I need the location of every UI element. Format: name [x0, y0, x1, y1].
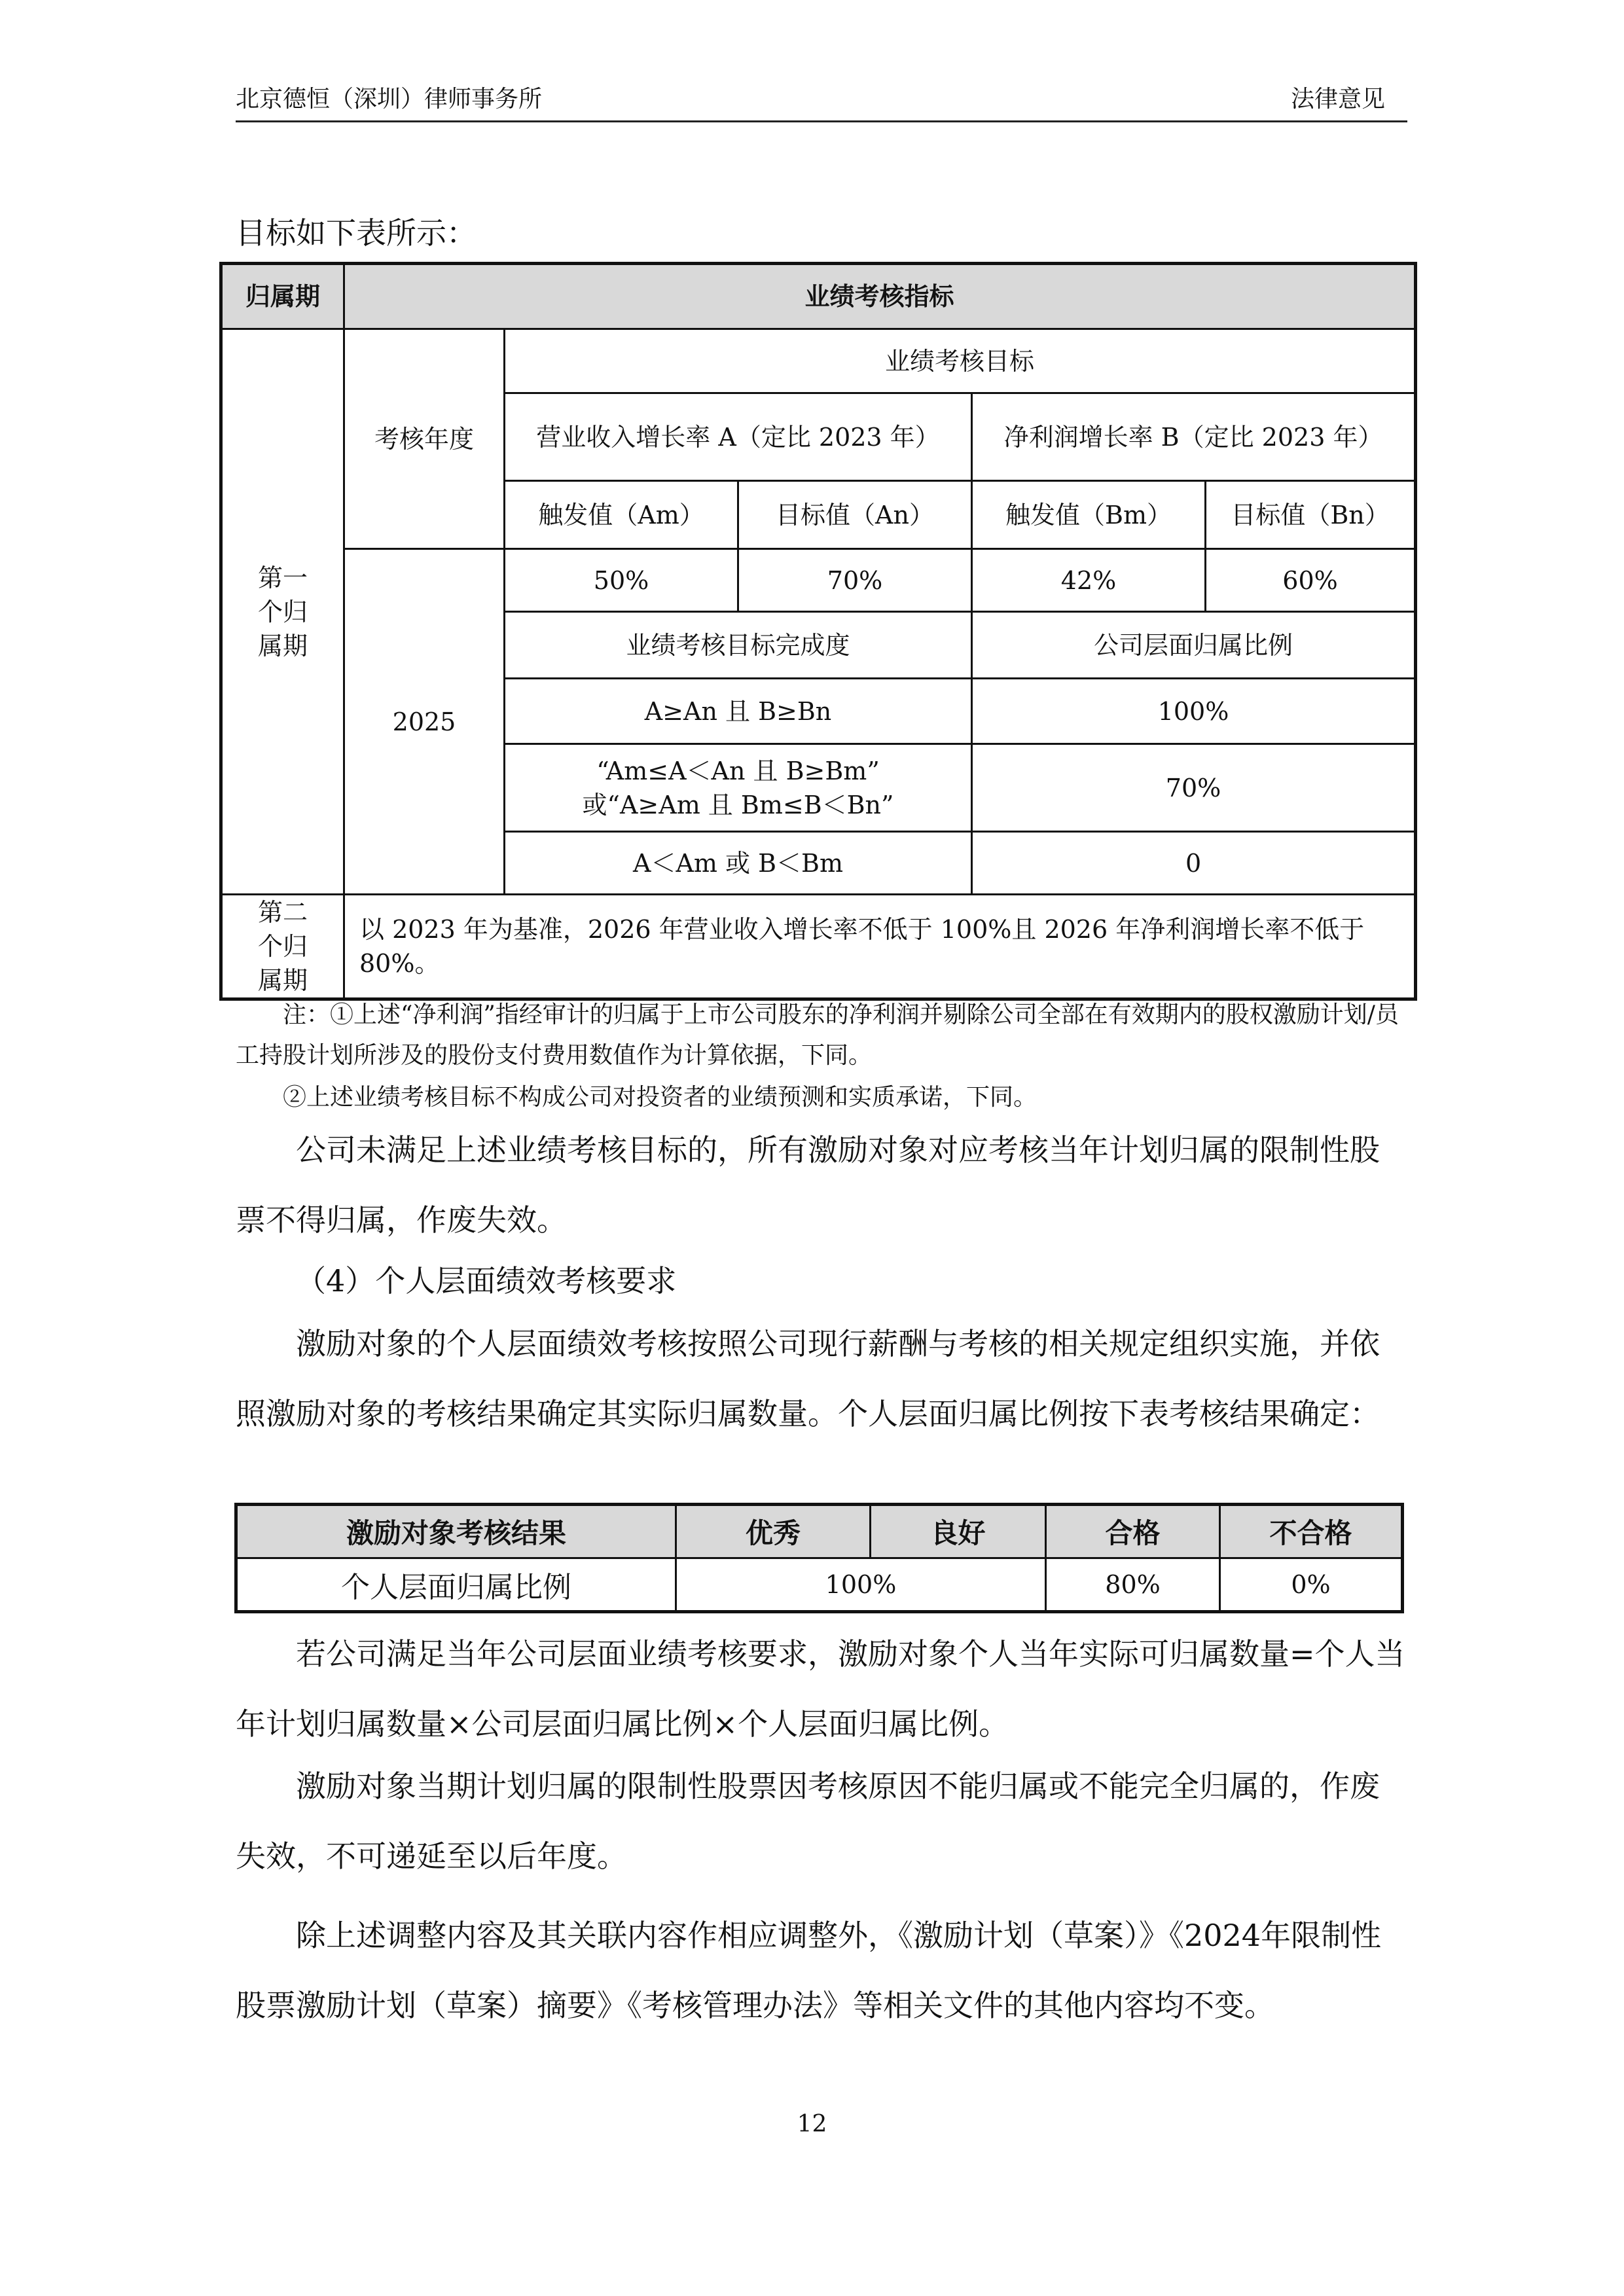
individual-ratio-label: 个人层面归属比例	[236, 1558, 676, 1612]
header-doc-type: 法律意见	[1290, 86, 1385, 113]
ratio-full: 100%	[972, 679, 1416, 744]
good-header: 良好	[871, 1505, 1046, 1558]
second-period-label: 第二个归属期	[257, 898, 308, 995]
running-header	[236, 84, 1407, 122]
condition-partial-line1: “Am≤A＜An 且 B≥Bm”	[596, 756, 880, 785]
footnote-2: ②上述业绩考核目标不构成公司对投资者的业绩预测和实质承诺，下同。	[283, 1084, 1038, 1111]
am-value: 50%	[505, 549, 738, 612]
company-ratio-label: 公司层面归属比例	[972, 612, 1416, 679]
second-period-target: 以 2023 年为基准，2026 年营业收入增长率不低于 100%且 2026 年净利润增长率不低于 80%。	[344, 895, 1416, 999]
footnote-1: 注：①上述“净利润”指经审计的归属于上市公司股东的净利润并剔除公司全部在有效期内的股权激励计划/员工持股计划所涉及的股份支付费用数值作为计算依据，下同。	[236, 1001, 1399, 1069]
paragraph-other-unchanged: 除上述调整内容及其关联内容作相应调整外，《激励计划（草案）》《2024年限制性股票激励计划（草案）摘要》《考核管理办法》等相关文件的其他内容均不变。	[236, 1918, 1382, 2023]
condition-full: A≥An 且 B≥Bn	[505, 679, 972, 744]
target-label-cell: 业绩考核目标	[505, 329, 1416, 393]
result-header: 激励对象考核结果	[236, 1505, 676, 1558]
individual-ratio-table	[234, 1503, 1404, 1613]
bm-value: 42%	[972, 549, 1206, 612]
revenue-growth-label: 营业收入增长率 A（定比 2023 年）	[505, 393, 972, 481]
an-label: 目标值（An）	[738, 481, 972, 549]
paragraph-forfeiture: 激励对象当期计划归属的限制性股票因考核原因不能归属或不能完全归属的，作废失效，不可递延至以后年度。	[236, 1768, 1380, 1874]
pass-header: 合格	[1046, 1505, 1220, 1558]
bn-label: 目标值（Bn）	[1206, 481, 1416, 549]
paragraph-formula: 若公司满足当年公司层面业绩考核要求，激励对象个人当年实际可归属数量=个人当年计划归属数量×公司层面归属比例×个人层面归属比例。	[236, 1636, 1405, 1742]
year-value-cell: 2025	[344, 549, 505, 895]
ratio-partial: 70%	[972, 744, 1416, 832]
condition-partial-line2: 或“A≥Am 且 Bm≤B＜Bn”	[582, 790, 894, 819]
col-indicator-header: 业绩考核指标	[344, 264, 1416, 329]
ratio-none: 0	[972, 832, 1416, 895]
condition-partial	[505, 744, 972, 832]
year-label-cell: 考核年度	[344, 329, 505, 549]
performance-table	[219, 262, 1417, 1001]
first-period-label: 第一个归属期	[257, 563, 308, 660]
bm-label: 触发值（Bm）	[972, 481, 1206, 549]
first-period-cell	[221, 329, 344, 895]
bn-value: 60%	[1206, 549, 1416, 612]
condition-none: A＜Am 或 B＜Bm	[505, 832, 972, 895]
fail-header: 不合格	[1220, 1505, 1403, 1558]
excellent-header: 优秀	[676, 1505, 871, 1558]
profit-growth-label: 净利润增长率 B（定比 2023 年）	[972, 393, 1416, 481]
col-period-header: 归属期	[221, 264, 344, 329]
header-firm-name: 北京德恒（深圳）律师事务所	[236, 86, 543, 113]
second-period-cell	[221, 895, 344, 999]
am-label: 触发值（Am）	[505, 481, 738, 549]
page-number: 12	[797, 2111, 827, 2138]
paragraph-individual-assessment: 激励对象的个人层面绩效考核按照公司现行薪酬与考核的相关规定组织实施，并依照激励对象的考核结果确定其实际归属数量。个人层面归属比例按下表考核结果确定：	[236, 1326, 1380, 1431]
pass-value: 80%	[1046, 1558, 1220, 1612]
paragraph-unmet-target: 公司未满足上述业绩考核目标的，所有激励对象对应考核当年计划归属的限制性股票不得归属，作废失效。	[236, 1132, 1380, 1238]
section-heading-4: （4）个人层面绩效考核要求	[296, 1263, 677, 1299]
completion-label: 业绩考核目标完成度	[505, 612, 972, 679]
an-value: 70%	[738, 549, 972, 612]
excellent-good-value: 100%	[676, 1558, 1046, 1612]
intro-text: 目标如下表所示：	[236, 215, 477, 251]
fail-value: 0%	[1220, 1558, 1403, 1612]
